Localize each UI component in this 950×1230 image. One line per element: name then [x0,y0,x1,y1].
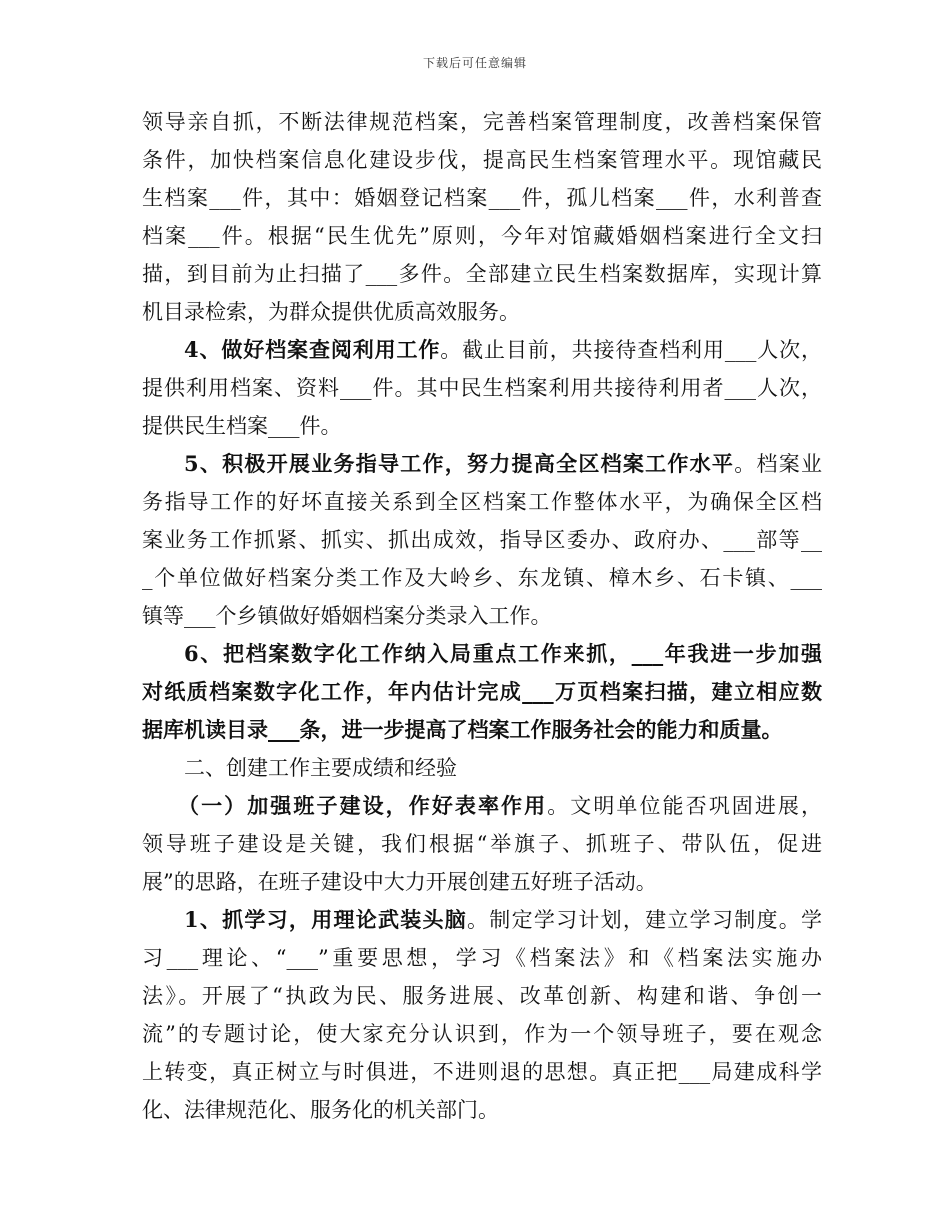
section-5-text: 。档案业 [734,452,822,476]
section-4-heading: 4、做好档案查阅利用工作 [184,337,441,362]
section-6-line: 6、把档案数字化工作纳入局重点工作来抓，___年我进一步加强 [184,641,822,666]
body-line: 生档案___件，其中：婚姻登记档案___件，孤儿档案___件，水利普查 [142,186,822,210]
subsection-1-text: 。文明单位能否巩固进展， [547,794,823,818]
body-line: 机目录检索，为群众提供优质高效服务。 [142,300,520,324]
chapter-heading: 二、创建工作主要成绩和经验 [184,756,457,780]
subsection-1-heading: （一）加强班子建设，作好表率作用 [178,793,548,818]
subsection-1-line [178,787,822,825]
item-1-heading: 1、抓学习，用理论武装头脑 [184,907,468,932]
section-5-heading: 5、积极开展业务指导工作，努力提高全区档案工作水平 [184,451,735,476]
body-line: 法》。开展了“执政为民、服务进展、改革创新、构建和谐、争创一 [142,984,822,1008]
page-header: 下载后可任意编辑 [422,56,527,70]
section-4-line [184,331,822,369]
body-line: 流”的专题讨论，使大家充分认识到，作为一个领导班子，要在观念 [142,1022,822,1046]
section-5-line [184,445,822,483]
body-line: _个单位做好档案分类工作及大岭乡、东龙镇、樟木乡、石卡镇、___ [142,566,822,590]
body-line: 领导班子建设是关键，我们根据“举旗子、抓班子、带队伍，促进 [142,832,822,856]
body-line: 提供民生档案___件。 [142,414,342,438]
body-line: 习___理论、“___”重要思想，学习《档案法》和《档案法实施办 [142,946,822,970]
section-6-line: 据库机读目录___条，进一步提高了档案工作服务社会的能力和质量。 [142,717,783,742]
section-6-line: 对纸质档案数字化工作，年内估计完成___万页档案扫描，建立相应数 [142,679,822,704]
item-1-line [184,901,822,939]
body-line: 档案___件。根据“民生优先”原则，今年对馆藏婚姻档案进行全文扫 [142,224,822,248]
item-1-text: 。制定学习计划，建立学习制度。学 [467,908,822,932]
section-4-text: 。截止目前，共接待查档利用___人次， [440,338,822,362]
body-line: 领导亲自抓，不断法律规范档案，完善档案管理制度，改善档案保管 [142,110,822,134]
body-line: 化、法律规范化、服务化的机关部门。 [142,1098,499,1122]
body-line: 展”的思路，在班子建设中大力开展创建五好班子活动。 [142,870,657,894]
body-line: 描，到目前为止扫描了___多件。全部建立民生档案数据库，实现计算 [142,262,822,286]
body-line: 上转变，真正树立与时俱进，不进则退的思想。真正把___局建成科学 [142,1060,822,1084]
body-line: 案业务工作抓紧、抓实、抓出成效，指导区委办、政府办、___部等__ [142,528,822,552]
body-line: 提供利用档案、资料___件。其中民生档案利用共接待利用者___人次， [142,376,822,400]
body-line: 条件，加快档案信息化建设步伐，提高民生档案管理水平。现馆藏民 [142,148,822,172]
body-line: 镇等___个乡镇做好婚姻档案分类录入工作。 [142,604,552,628]
body-line: 务指导工作的好坏直接关系到全区档案工作整体水平，为确保全区档 [142,490,822,514]
